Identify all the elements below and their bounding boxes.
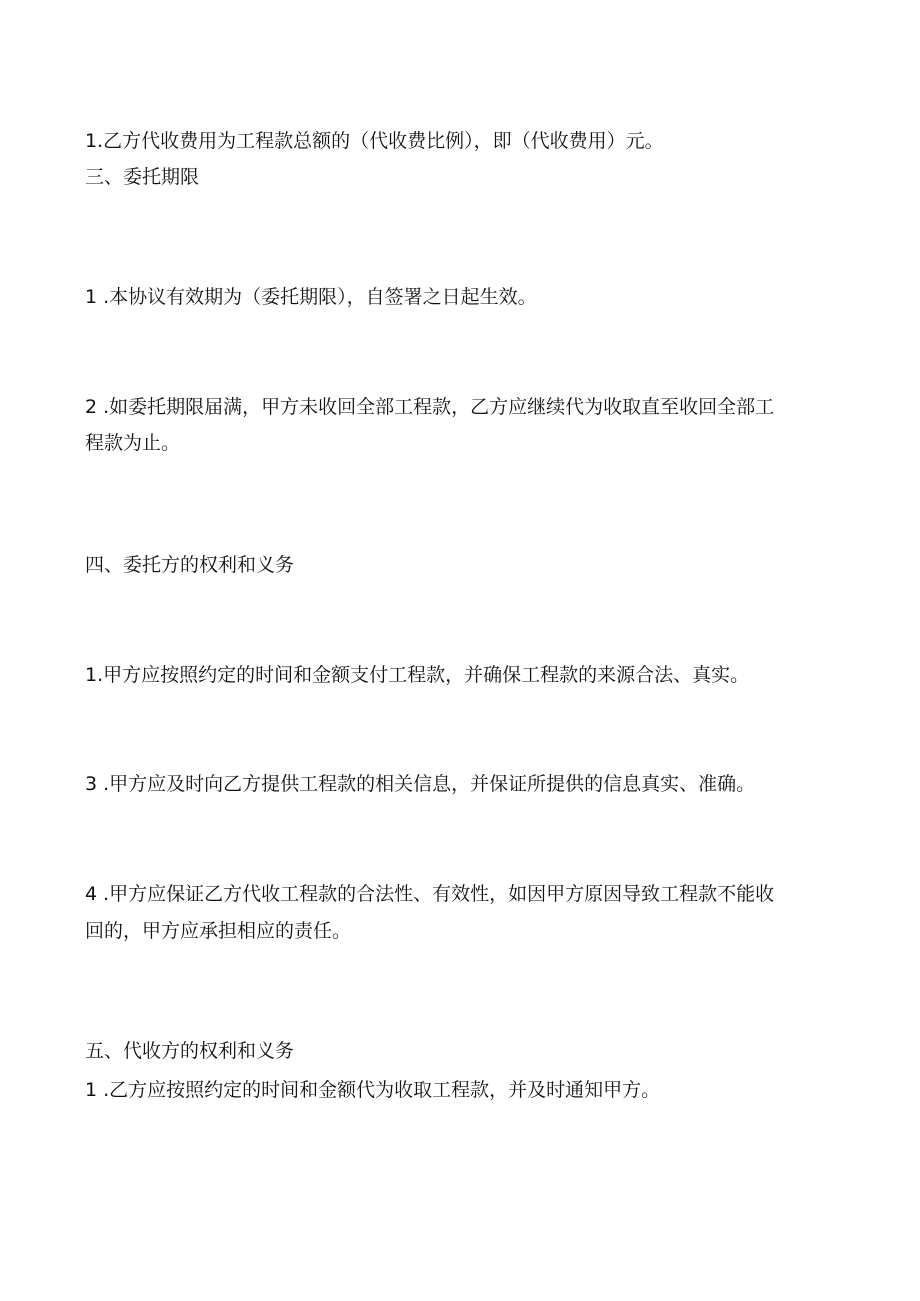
term-clause-2-line-2: 程款为止。 — [85, 432, 181, 454]
section-heading-term: 三、委托期限 — [85, 166, 200, 188]
agent-clause-1: 1 .乙方应按照约定的时间和金额代为收取工程款，并及时通知甲方。 — [85, 1079, 661, 1101]
term-clause-1: 1 .本协议有效期为（委托期限），自签署之日起生效。 — [85, 286, 537, 308]
principal-clause-4-line-1: 4 .甲方应保证乙方代收工程款的合法性、有效性，如因甲方原因导致工程款不能收 — [85, 883, 775, 905]
principal-clause-4-line-2: 回的，甲方应承担相应的责任。 — [85, 920, 352, 942]
term-clause-2-line-1: 2 .如委托期限届满，甲方未收回全部工程款，乙方应继续代为收取直至收回全部工 — [85, 396, 775, 418]
principal-clause-3: 3 .甲方应及时向乙方提供工程款的相关信息，并保证所提供的信息真实、准确。 — [85, 773, 756, 795]
principal-clause-1: 1.甲方应按照约定的时间和金额支付工程款，并确保工程款的来源合法、真实。 — [85, 664, 750, 686]
fee-clause-1: 1.乙方代收费用为工程款总额的（代收费比例），即（代收费用）元。 — [85, 130, 664, 152]
section-heading-agent-rights: 五、代收方的权利和义务 — [85, 1040, 295, 1062]
section-heading-principal-rights: 四、委托方的权利和义务 — [85, 554, 295, 576]
